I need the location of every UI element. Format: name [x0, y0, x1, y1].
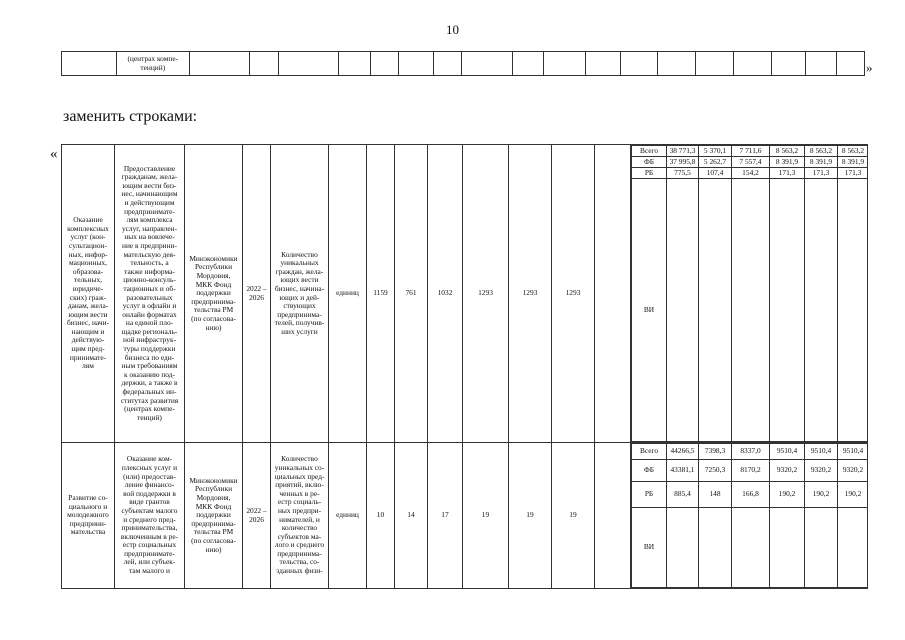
finance-label: Всего — [632, 444, 667, 460]
finance-value: 107,4 — [699, 168, 732, 179]
finance-label: Всего — [632, 146, 667, 157]
value-cell: 19 — [552, 443, 595, 589]
top-cell — [371, 52, 399, 76]
opening-quote: « — [50, 146, 58, 162]
finance-value — [770, 179, 805, 442]
finance-value: 190,2 — [805, 482, 838, 508]
finance-value: 148 — [699, 482, 732, 508]
finance-value: 190,2 — [770, 482, 805, 508]
finance-label: РБ — [632, 168, 667, 179]
top-cell — [658, 52, 695, 76]
value-cell: 17 — [428, 443, 463, 589]
period-cell: 2022 – 2026 — [243, 145, 271, 443]
finance-value: 5 370,1 — [699, 146, 732, 157]
finance-value: 9320,2 — [770, 460, 805, 482]
finance-value: 8 563,2 — [770, 146, 805, 157]
finance-label: ФБ — [632, 460, 667, 482]
finance-value: 5 262,7 — [699, 157, 732, 168]
finance-value: 9320,2 — [805, 460, 838, 482]
finance-cell — [631, 443, 868, 589]
finance-value: 8 391,9 — [805, 157, 838, 168]
finance-label: РБ — [632, 482, 667, 508]
top-cell — [278, 52, 338, 76]
value-cell: 10 — [367, 443, 395, 589]
top-cell — [189, 52, 249, 76]
top-cell — [249, 52, 278, 76]
finance-value — [770, 508, 805, 588]
top-cell — [771, 52, 805, 76]
value-cell: 14 — [395, 443, 428, 589]
finance-value — [732, 179, 770, 442]
finance-value: 38 771,3 — [667, 146, 699, 157]
top-cell — [734, 52, 771, 76]
finance-value: 7398,3 — [699, 444, 732, 460]
top-cell — [836, 52, 864, 76]
finance-value: 8 391,9 — [770, 157, 805, 168]
spacer-cell — [595, 145, 631, 443]
spacer-cell — [595, 443, 631, 589]
finance-value — [805, 508, 838, 588]
finance-value: 9510,4 — [805, 444, 838, 460]
value-cell: 1032 — [428, 145, 463, 443]
page-number: 10 — [446, 22, 459, 37]
finance-table — [631, 443, 868, 588]
finance-value: 7250,3 — [699, 460, 732, 482]
top-cell — [62, 52, 117, 76]
value-cell: 19 — [509, 443, 552, 589]
finance-value — [699, 508, 732, 588]
finance-value: 8 563,2 — [838, 146, 868, 157]
finance-value: 9510,4 — [770, 444, 805, 460]
indicator-cell: Количество уникальных граждан, жела- ющих вести бизнес, начина- ющих и дей- ствующих предпринима- телей, получив- ших услуги — [271, 145, 329, 443]
finance-value: 775,5 — [667, 168, 699, 179]
finance-table — [631, 145, 868, 442]
description-cell: Оказание ком- плексных услуг и (или) предостав- ление финансо- вой поддержки в виде грантов субъектам малого и среднего пред- принимательства, включенным в ре- естр социальных предпринимате- лей, или субъек- там малого и — [115, 443, 185, 589]
indicator-cell: Количество уникальных со- циальных пред- приятий, вклю- ченных в ре- естр социаль- ных предпри- нимателей, и количество субъектов ма- лого и среднего предпринима- тельства, со- зданных физи- — [271, 443, 329, 589]
finance-label: ФБ — [632, 157, 667, 168]
finance-value: 7 711,6 — [732, 146, 770, 157]
top-cell — [462, 52, 513, 76]
top-cell — [544, 52, 585, 76]
finance-value: 8 563,2 — [805, 146, 838, 157]
finance-value: 43381,1 — [667, 460, 699, 482]
top-cell — [399, 52, 434, 76]
finance-value: 8337,0 — [732, 444, 770, 460]
finance-value — [667, 179, 699, 442]
executor-cell: Минэкономики Республики Мордовия, МКК Фонд поддержки предпринима- тельства РМ (по согласова- нию) — [185, 145, 243, 443]
top-cell — [805, 52, 836, 76]
finance-value: 37 995,8 — [667, 157, 699, 168]
table-row — [62, 145, 868, 443]
finance-value: 171,3 — [770, 168, 805, 179]
finance-value: 9320,2 — [838, 460, 868, 482]
top-cell — [585, 52, 620, 76]
finance-value: 190,2 — [838, 482, 868, 508]
description-cell: Предоставление гражданам, жела- ющим вести биз- нес, начинающим и действующим предпринимате- лям комплекса услуг, направлен- ных на вовлече- ние в предприни- мательскую дея- тельность, а также информа- ционно-консуль- тационных и об- разовательных услуг в офлайн и онлайн форматах на единой пло- щадке региональ- ной инфраструк- туры поддержки бизнеса по еди- ным требованиям к оказанию под- держки, а также в федеральных ин- ститутах развития (центрах компе- тенций) — [115, 145, 185, 443]
closing-quote: » — [866, 60, 873, 75]
replace-phrase: заменить строками: — [63, 108, 198, 125]
finance-value: 8170,2 — [732, 460, 770, 482]
program-table — [61, 144, 868, 589]
event-cell: Оказание комплексных услуг (кон- сультацион- ных, инфор- мационных, образова- тельных, юридиче- ских) граж- данам, жела- ющим вести бизнес, начи- нающим и действую- щим пред- принимате- лям — [62, 145, 115, 443]
finance-label: ВИ — [632, 179, 667, 442]
finance-label: ВИ — [632, 508, 667, 588]
finance-value — [838, 508, 868, 588]
finance-value: 154,2 — [732, 168, 770, 179]
top-cell — [695, 52, 733, 76]
top-cell-description: (центрах компе- тенций) — [116, 52, 189, 76]
finance-cell — [631, 145, 868, 443]
top-cell — [621, 52, 658, 76]
finance-value: 171,3 — [838, 168, 868, 179]
finance-value: 171,3 — [805, 168, 838, 179]
table-row — [62, 443, 868, 589]
continuation-table — [61, 51, 865, 76]
finance-value: 7 557,4 — [732, 157, 770, 168]
finance-value: 166,8 — [732, 482, 770, 508]
event-cell: Развитие со- циального и молодежного предприни- мательства — [62, 443, 115, 589]
value-cell: 761 — [395, 145, 428, 443]
value-cell: 19 — [463, 443, 509, 589]
unit-cell: единиц — [329, 443, 367, 589]
unit-cell: единиц — [329, 145, 367, 443]
finance-value: 9510,4 — [838, 444, 868, 460]
finance-value — [699, 179, 732, 442]
value-cell: 1293 — [509, 145, 552, 443]
top-cell — [434, 52, 462, 76]
finance-value — [732, 508, 770, 588]
period-cell: 2022 – 2026 — [243, 443, 271, 589]
value-cell: 1159 — [367, 145, 395, 443]
finance-value — [667, 508, 699, 588]
top-cell — [513, 52, 544, 76]
finance-value: 885,4 — [667, 482, 699, 508]
finance-value — [805, 179, 838, 442]
value-cell: 1293 — [463, 145, 509, 443]
executor-cell: Минэкономики Республики Мордовия, МКК Фонд поддержки предпринима- тельства РМ (по согласова- нию) — [185, 443, 243, 589]
top-cell — [338, 52, 370, 76]
finance-value: 8 391,9 — [838, 157, 868, 168]
finance-value: 44266,5 — [667, 444, 699, 460]
finance-value — [838, 179, 868, 442]
value-cell: 1293 — [552, 145, 595, 443]
